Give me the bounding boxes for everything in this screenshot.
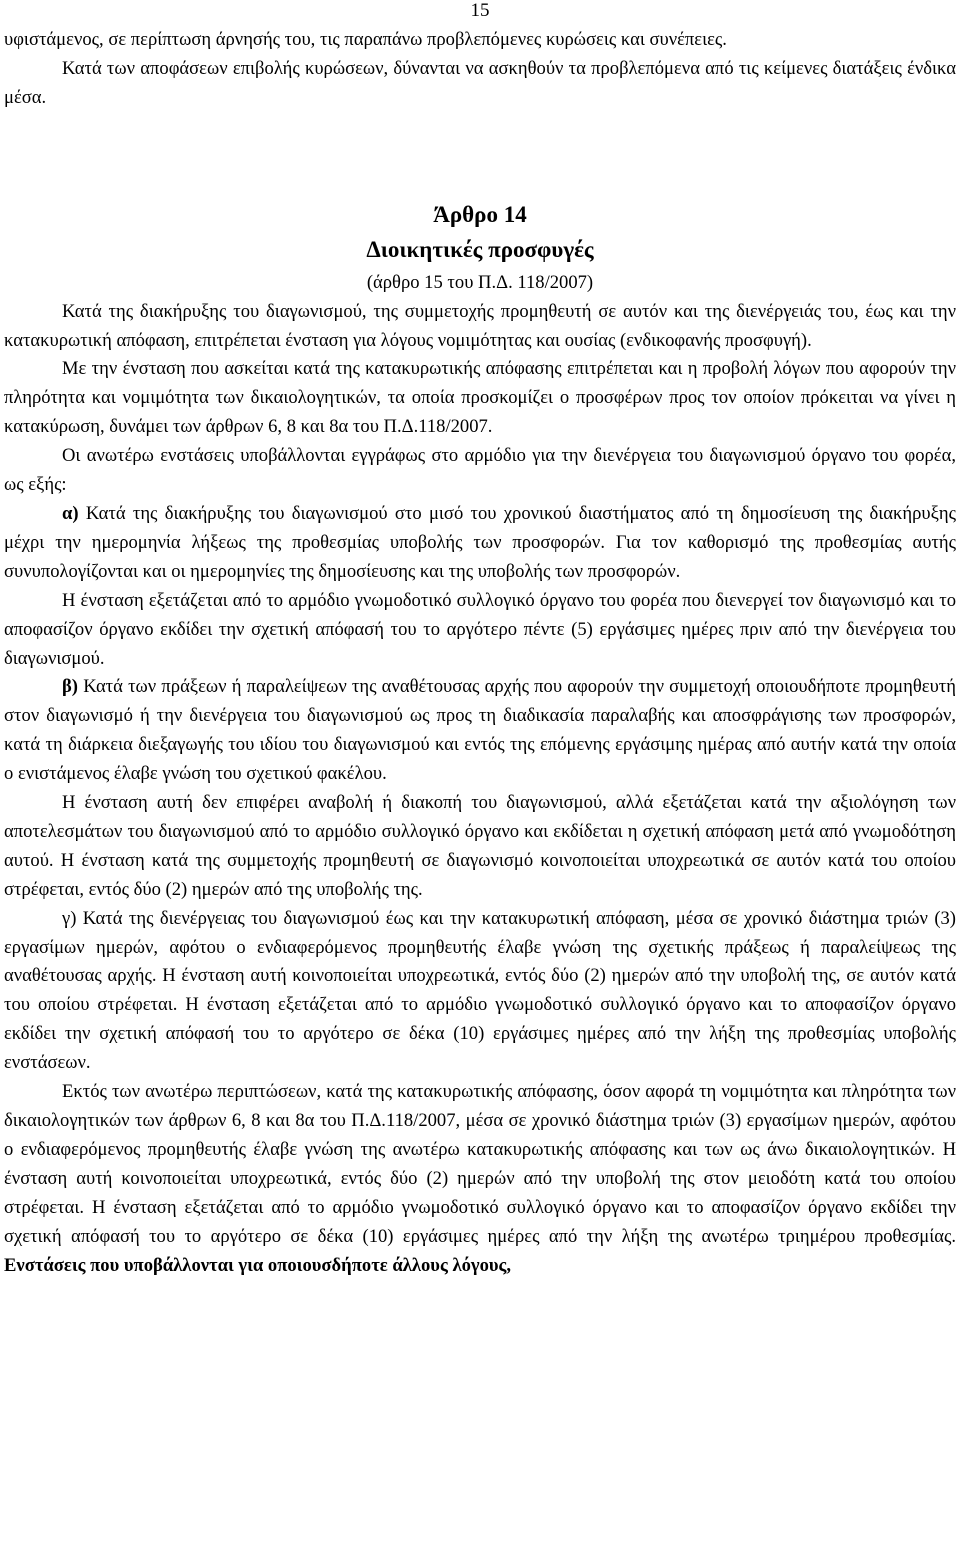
- body-paragraph-beta: [4, 673, 956, 789]
- body-paragraph-7: Η ένσταση αυτή δεν επιφέρει αναβολή ή διακοπή του διαγωνισμού, αλλά εξετάζεται κατά την αξιολόγηση των αποτελεσμάτων του διαγωνισμού από το αρμόδιο συλλογικό όργανο και εκδίδεται η σχετική απόφαση μετά από γνωμοδότηση αυτού. Η ένσταση κατά της συμμετοχής προμηθευτή σε διαγωνισμό κοινοποιείται υποχρεωτικά σε αυτόν κατά του οποίου στρέφεται, εντός δύο (2) ημερών από της υποβολής της.: [4, 792, 956, 900]
- article-reference: (άρθρο 15 του Π.Δ. 118/2007): [366, 271, 594, 293]
- page-number: 15: [470, 0, 490, 21]
- article-title: Άρθρο 14: [433, 201, 527, 227]
- body-paragraph-9: [4, 1078, 956, 1280]
- body-paragraph-2: Με την ένσταση που ασκείται κατά της κατακυρωτικής απόφασης επιτρέπεται και η προβολή λόγων που αφορούν την πληρότητα και νομιμότητα των δικαιολογητικών, τα οποία προσκομίζει ο προσφέρων προς τον οποίον πρόκειται να γίνει η κατακύρωση, δυνάμει των άρθρων 6, 8 και 8α του Π.Δ.118/2007.: [4, 358, 956, 438]
- body-paragraph-5: Η ένσταση εξετάζεται από το αρμόδιο γνωμοδοτικό συλλογικό όργανο του φορέα που διενεργεί τον διαγωνισμό και το αποφασίζον όργανο εκδίδει την σχετική απόφασή του το αργότερο πέντε (5) εργάσιμες ημέρες πριν από την διενέργεια του διαγωνισμού.: [4, 589, 956, 669]
- lead-paragraph-2: Κατά των αποφάσεων επιβολής κυρώσεων, δύνανται να ασκηθούν τα προβλεπόμενα από τις κείμενες διατάξεις ένδικα μέσα.: [4, 57, 956, 108]
- article-subtitle: Διοικητικές προσφυγές: [366, 236, 594, 262]
- body-paragraph-3: Οι ανωτέρω ενστάσεις υποβάλλονται εγγράφως στο αρμόδιο για την διενέργεια του διαγωνισμού όργανο του φορέα, ως εξής:: [4, 445, 956, 496]
- spacer: [4, 113, 956, 197]
- item-text-beta: Κατά των πράξεων ή παραλείψεων της αναθέτουσας αρχής που αφορούν την συμμετοχή οποιουδήποτε προμηθευτή στον διαγωνισμό ή την διενέργεια του διαγωνισμού ως προς τη διαδικασία παραλαβής και αποσφράγισης των προσφορών, κατά τη διάρκεια διεξαγωγής του ιδίου του διαγωνισμού και εντός της επόμενης εργάσιμης ημέρας από αυτήν κατά την οποία ο ενιστάμενος έλαβε γνώση του σχετικού φακέλου.: [4, 676, 956, 785]
- item-label-alpha: α): [62, 502, 79, 524]
- body-paragraph-gamma: γ) Κατά της διενέργειας του διαγωνισμού έως και την κατακυρωτική απόφαση, μέσα σε χρονικό διάστημα τριών (3) εργασίμων ημερών, αφότου ο ενδιαφερόμενος προμηθευτής έλαβε γνώση της σχετικής πράξεως ή παραλείψεως της αναθέτουσας αρχής. Η ένσταση αυτή κοινοποιείται υποχρεωτικά, εντός δύο (2) ημερών από την υποβολή της, σε αυτόν κατά του οποίου στρέφεται. Η ένσταση εξετάζεται από το αρμόδιο γνωμοδοτικό συλλογικό όργανο και το αποφασίζον όργανο εκδίδει την σχετική απόφασή του το αργότερο σε δέκα (10) εργάσιμες ημέρες από την λήξη της προθεσμίας υποβολής ενστάσεων.: [4, 907, 956, 1074]
- paragraph-9-text: Εκτός των ανωτέρω περιπτώσεων, κατά της κατακυρωτικής απόφασης, όσον αφορά τη νομιμότητα και πληρότητα των δικαιολογητικών των άρθρων 6, 8 και 8α του Π.Δ.118/2007, μέσα σε χρονικό διάστημα τριών (3) εργασίμων ημερών, αφότου ο ενδιαφερόμενος προμηθευτής έλαβε γνώση της ανωτέρω κατακυρωτικής απόφασης και των ως άνω δικαιολογητικών. Η ένσταση αυτή κοινοποιείται υποχρεωτικά, εντός δύο (2) ημερών από την υποβολή της στον μειοδότη κατά του οποίου στρέφεται. Η ένσταση εξετάζεται από το αρμόδιο γνωμοδοτικό συλλογικό όργανο και το αποφασίζον όργανο εκδίδει την σχετική απόφασή του το αργότερο σε δέκα (10) εργάσιμες ημέρες από την λήξη της ανωτέρω τριημέρου προθεσμίας.: [4, 1081, 956, 1247]
- paragraph-9-bold-tail: Ενστάσεις που υποβάλλονται για οποιουσδήποτε άλλους λόγους,: [4, 1254, 512, 1276]
- body-paragraph-alpha: [4, 500, 956, 587]
- item-text-alpha: Κατά της διακήρυξης του διαγωνισμού στο μισό του χρονικού διαστήματος από τη δημοσίευση της διακήρυξης μέχρι την ημερομηνία λήξεως της προθεσμίας υποβολής των προσφορών. Για τον καθορισμό της προθεσμίας αυτής συνυπολογίζονται και οι ημερομηνίες της δημοσίευσης και της υποβολής των προσφορών.: [4, 502, 956, 582]
- body-paragraph-1: Κατά της διακήρυξης του διαγωνισμού, της συμμετοχής προμηθευτή σε αυτόν και της διενέργειάς του, έως και την κατακυρωτική απόφαση, επιτρέπεται ένσταση για λόγους νομιμότητας και ουσίας (ενδικοφανής προσφυγή).: [4, 300, 956, 351]
- lead-paragraph-1: υφιστάμενος, σε περίπτωση άρνησής του, τις παραπάνω προβλεπόμενες κυρώσεις και συνέπειες.: [4, 29, 727, 50]
- item-label-beta: β): [62, 676, 78, 698]
